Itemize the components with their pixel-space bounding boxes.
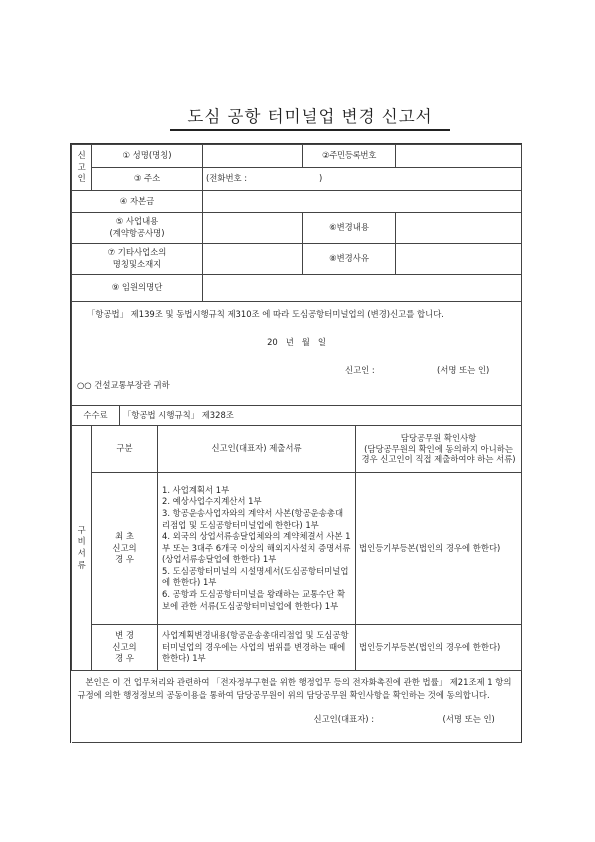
- initial-item: 3. 항공운송사업자와의 계약서 사본(항공운송총대리점업 및 도심공항터미널업에 한한다) 1부: [162, 507, 344, 530]
- capital-field[interactable]: [203, 191, 522, 213]
- form-table: [71, 144, 522, 743]
- business-field[interactable]: [203, 213, 303, 244]
- id-number-label: ②주민등록번호: [303, 145, 396, 168]
- addressee: ○○ 건설교통부장관 귀하: [77, 379, 170, 390]
- other-office-label: ⑦ 기타사업소의 명칭및소재지: [72, 244, 203, 275]
- initial-item: 4. 외국의 상업서류송달업체와의 계약체결서 사본 1부 또는 3대주 6개국 이상의 해외지사설치 증명서류(상업서류송달업에 한한다) 1부: [162, 531, 351, 565]
- declaration-sign-row: [77, 365, 516, 377]
- consent-sign-note: (서명 또는 인): [442, 714, 495, 725]
- name-label: ① 성명(명칭): [92, 145, 203, 168]
- docs-col-officer: 담당공무원 확인사항 (담당공무원의 확인에 동의하지 아니하는 경우 신고인이 직접 제출하여야 하는 서류): [356, 426, 522, 473]
- address-label: ③ 주소: [92, 168, 203, 191]
- consent-block: [72, 671, 522, 743]
- phone-text: (전화번호 : ): [206, 173, 323, 184]
- officers-field[interactable]: [203, 275, 522, 302]
- capital-label: ④ 자본금: [72, 191, 203, 213]
- reporter-label: 신고인 :: [345, 364, 375, 375]
- declaration-date: 20 년 월 일: [267, 337, 326, 348]
- id-number-field[interactable]: [396, 145, 522, 168]
- fee-value: 「항공법 시행규칙」 제328조: [120, 406, 522, 426]
- docs-col-type: 구분: [92, 426, 158, 473]
- initial-item: 5. 도심공항터미널의 시설명세서(도심공항터미널업에 한한다) 1부: [162, 565, 349, 588]
- initial-items: [158, 473, 356, 625]
- consent-body: 본인은 이 건 업무처리와 관련하여 「전자정부구현을 위한 행정업무 등의 전자화촉진에 관한 법률」 제21조제 1 항의 규정에 의한 행정정보의 공동이용을 통하여 담당공무원이 위의 담당공무원 확인사항을 확인하는 것에 동의합니다.: [77, 677, 512, 701]
- other-office-field[interactable]: [203, 244, 303, 275]
- change-content-label: ⑥변경내용: [303, 213, 396, 244]
- initial-label: 최 초 신고의 경 우: [92, 473, 158, 625]
- change-reason-label: ⑧변경사유: [303, 244, 396, 275]
- business-label: ⑤ 사업내용 (계약항공사명): [72, 213, 203, 244]
- consent-sign-row: [78, 714, 516, 726]
- change-officer-check: 법인등기부등본(법인의 경우에 한한다): [356, 625, 522, 671]
- applicant-group-label: 신고인: [72, 145, 92, 191]
- initial-officer-check: 법인등기부등본(법인의 경우에 한한다): [356, 473, 522, 625]
- change-content-field[interactable]: [396, 213, 522, 244]
- declaration-body: 「항공법」 제139조 및 동법시행규칙 제310조 에 따라 도심공항터미널업의 (변경)신고를 합니다.: [87, 309, 444, 319]
- docs-col-submit: 신고인(대표자) 제출서류: [158, 426, 356, 473]
- change-reason-field[interactable]: [396, 244, 522, 275]
- fee-label: 수수료: [72, 406, 120, 426]
- initial-item: 2. 예상사업수지계산서 1부: [162, 496, 262, 507]
- initial-item: 6. 공항과 도심공항터미널을 왕래하는 교통수단 확보에 관한 서류(도심공항터미널업에 한한다) 1부: [162, 589, 346, 611]
- declaration-block: [72, 302, 522, 406]
- name-field[interactable]: [203, 145, 303, 168]
- change-item: 사업계획변경내용(항공운송총대리점업 및 도심공항터미널업의 경우에는 사업의 범위를 변경하는 때에 한한다) 1부: [162, 630, 349, 664]
- change-items: [158, 625, 356, 671]
- address-field[interactable]: [203, 168, 522, 191]
- change-label: 변 경 신고의 경 우: [92, 625, 158, 671]
- reporter-sign-note: (서명 또는 인): [437, 364, 490, 375]
- officers-label: ⑨ 임원의명단: [72, 275, 203, 302]
- form-frame: [70, 143, 522, 743]
- form-title: 도심 공항 터미널업 변경 신고서: [170, 103, 450, 131]
- docs-side-label: 구비 서류: [72, 426, 92, 671]
- initial-item: 1. 사업계획서 1부: [162, 484, 230, 495]
- consent-signer-label: 신고인(대표자) :: [313, 714, 375, 725]
